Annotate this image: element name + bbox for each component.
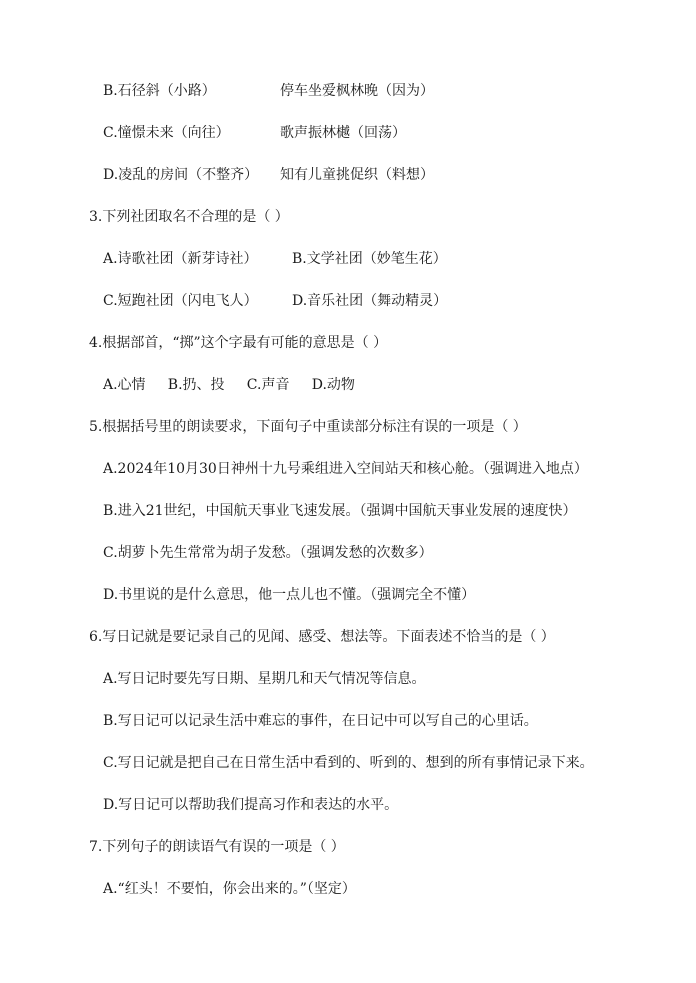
q6-option-b: B.写日记可以记录生活中难忘的事件，在日记中可以写自己的心里话。 (103, 713, 538, 729)
option-b-right: 停车坐爱枫林晚（因为） (280, 83, 434, 99)
q3-option-d: D.音乐社团（舞动精灵） (292, 293, 448, 309)
question-3-stem: 3.下列社团取名不合理的是（ ） (89, 209, 289, 225)
q6-option-c: C.写日记就是把自己在日常生活中看到的、听到的、想到的所有事情记录下来。 (103, 755, 594, 771)
q3-option-a: A.诗歌社团（新芽诗社） (103, 251, 258, 267)
q6-option-a: A.写日记时要先写日期、星期几和天气情况等信息。 (103, 671, 426, 687)
q3-option-b: B.文学社团（妙笔生花） (292, 251, 447, 267)
question-6-stem: 6.写日记就是要记录自己的见闻、感受、想法等。下面表述不恰当的是（ ） (89, 629, 555, 645)
q5-option-c: C.胡萝卜先生常常为胡子发愁。（强调发愁的次数多） (103, 545, 433, 561)
q4-options: A.心情 B.扔、投 C.声音 D.动物 (103, 377, 355, 393)
q6-option-d: D.写日记可以帮助我们提高习作和表达的水平。 (103, 797, 399, 813)
question-7-stem: 7.下列句子的朗读语气有误的一项是（ ） (89, 839, 345, 855)
option-b-left: B.石径斜（小路） (103, 83, 216, 99)
question-4-stem: 4.根据部首，“掷”这个字最有可能的意思是（ ） (89, 335, 388, 351)
q3-option-c: C.短跑社团（闪电飞人） (103, 293, 258, 309)
q5-option-b: B.进入21世纪，中国航天事业飞速发展。（强调中国航天事业发展的速度快） (103, 503, 577, 519)
question-5-stem: 5.根据括号里的朗读要求，下面句子中重读部分标注有误的一项是（ ） (89, 419, 527, 435)
q7-option-a: A.“红头！不要怕，你会出来的。”（坚定） (103, 881, 356, 897)
q5-option-a: A.2024年10月30日神州十九号乘组进入空间站天和核心舱。（强调进入地点） (103, 461, 588, 477)
option-d-left: D.凌乱的房间（不整齐） (103, 167, 259, 183)
option-d-right: 知有儿童挑促织（料想） (280, 167, 434, 183)
q5-option-d: D.书里说的是什么意思，他一点儿也不懂。（强调完全不懂） (103, 587, 476, 603)
option-c-left: C.憧憬未来（向往） (103, 125, 230, 141)
option-c-right: 歌声振林樾（回荡） (280, 125, 406, 141)
